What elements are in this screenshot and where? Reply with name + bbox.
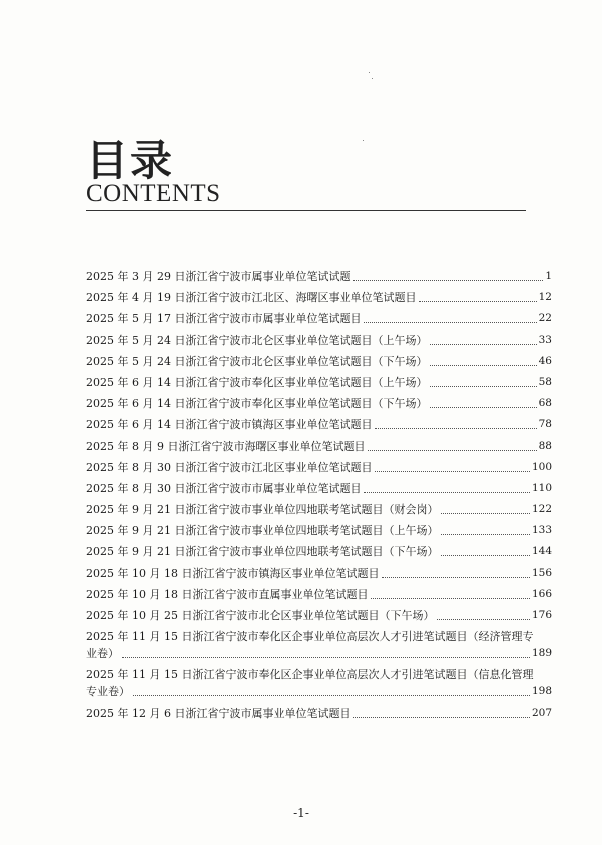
table-of-contents <box>86 268 552 726</box>
dot-leader <box>437 619 529 620</box>
toc-entry-page: 133 <box>531 524 552 537</box>
toc-entry-page: 207 <box>531 706 552 719</box>
toc-entry-title: 2025 年 10 月 25 日浙江省宁波市北仑区事业单位笔试题目（下午场） <box>86 609 435 622</box>
dot-leader <box>375 471 529 472</box>
toc-entry-title: 2025 年 12 月 6 日浙江省宁波市属事业单位笔试题目 <box>86 706 351 720</box>
dot-leader <box>430 407 536 408</box>
toc-entry-title-cont: 专业卷） <box>86 685 130 699</box>
dot-leader <box>353 717 529 718</box>
dot-leader <box>430 365 536 366</box>
toc-entry-page: 110 <box>531 481 552 494</box>
toc-entry-page: 33 <box>538 333 552 346</box>
toc-entry[interactable] <box>86 586 552 603</box>
toc-entry-title: 2025 年 3 月 29 日浙江省宁波市属事业单位笔试试题 <box>86 270 351 283</box>
toc-entry-page: 78 <box>538 418 552 431</box>
toc-entry-title: 2025 年 9 月 21 日浙江省宁波市事业单位四地联考笔试题目（上午场） <box>86 524 439 538</box>
toc-entry-title: 2025 年 10 月 18 日浙江省宁波市直属事业单位笔试题目 <box>86 587 369 601</box>
dot-leader <box>364 322 536 323</box>
dot-leader <box>382 577 529 578</box>
toc-entry-page: 144 <box>531 545 552 558</box>
dot-leader <box>133 695 530 696</box>
toc-entry[interactable] <box>86 705 552 722</box>
toc-entry[interactable] <box>86 416 552 433</box>
toc-entry-page: 156 <box>531 566 552 579</box>
toc-entry[interactable] <box>86 310 552 327</box>
page-title: 目录 <box>86 136 175 185</box>
toc-entry[interactable] <box>86 565 552 582</box>
toc-entry-page: 68 <box>538 397 552 410</box>
dot-leader <box>371 598 529 599</box>
dot-leader <box>441 534 529 535</box>
dot-leader <box>364 492 529 493</box>
toc-entry-title: 2025 年 5 月 24 日浙江省宁波市北仑区事业单位笔试题目（下午场） <box>86 354 428 368</box>
toc-entry-title: 2025 年 4 月 19 日浙江省宁波市江北区、海曙区事业单位笔试题目 <box>86 291 417 305</box>
toc-entry-page: 176 <box>531 609 552 621</box>
toc-entry-page: 166 <box>531 587 552 600</box>
dot-leader <box>441 513 529 514</box>
toc-entry-title: 2025 年 8 月 30 日浙江省宁波市江北区事业单位笔试题目 <box>86 460 373 474</box>
dot-leader <box>122 657 530 658</box>
toc-entry-page: 1 <box>545 270 552 282</box>
dot-leader <box>353 280 543 281</box>
dot-leader <box>368 450 536 451</box>
page-subtitle: CONTENTS <box>86 180 221 207</box>
toc-entry-title: 2025 年 10 月 18 日浙江省宁波市镇海区事业单位笔试题目 <box>86 566 380 580</box>
toc-entry-page: 100 <box>531 460 552 473</box>
toc-entry[interactable] <box>86 289 552 306</box>
toc-entry-page: 58 <box>538 375 552 388</box>
title-divider <box>86 210 526 211</box>
toc-entry-page: 12 <box>538 291 552 304</box>
toc-entry[interactable] <box>86 332 552 349</box>
toc-entry[interactable] <box>86 480 552 497</box>
dot-leader <box>375 428 536 429</box>
toc-entry-title: 2025 年 5 月 17 日浙江省宁波市市属事业单位笔试题目 <box>86 312 362 326</box>
toc-entry-title: 2025 年 5 月 24 日浙江省宁波市北仑区事业单位笔试题目（上午场） <box>86 333 428 347</box>
toc-entry-title: 2025 年 9 月 21 日浙江省宁波市事业单位四地联考笔试题目（财会岗） <box>86 503 439 517</box>
toc-entry-title: 2025 年 8 月 9 日浙江省宁波市海曙区事业单位笔试题目 <box>86 439 366 453</box>
toc-entry-page: 88 <box>538 439 552 452</box>
toc-entry-title: 2025 年 6 月 14 日浙江省宁波市奉化区事业单位笔试题目（下午场） <box>86 397 428 411</box>
page-number: -1- <box>293 806 309 820</box>
toc-entry-page: 46 <box>538 354 552 367</box>
toc-entry[interactable] <box>86 438 552 455</box>
toc-entry[interactable] <box>86 459 552 476</box>
toc-entry-title: 2025 年 6 月 14 日浙江省宁波市奉化区事业单位笔试题目（上午场） <box>86 375 428 389</box>
dot-leader <box>430 344 536 345</box>
toc-entry[interactable] <box>86 374 552 391</box>
toc-entry[interactable] <box>86 501 552 518</box>
toc-entry-page: 22 <box>538 312 552 325</box>
toc-entry[interactable] <box>86 522 552 539</box>
toc-entry[interactable] <box>86 607 552 624</box>
toc-entry[interactable] <box>86 395 552 412</box>
toc-entry-title: 2025 年 11 月 15 日浙江省宁波市奉化区企事业单位高层次人才引进笔试题目（经济管理专 <box>86 630 534 644</box>
dot-leader <box>419 301 536 302</box>
toc-entry[interactable] <box>86 666 552 700</box>
toc-entry-title: 2025 年 6 月 14 日浙江省宁波市镇海区事业单位笔试题目 <box>86 418 373 432</box>
toc-entry[interactable] <box>86 268 552 285</box>
toc-entry-title: 2025 年 8 月 30 日浙江省宁波市市属事业单位笔试题目 <box>86 481 362 495</box>
toc-entry[interactable] <box>86 353 552 370</box>
toc-entry-page: 122 <box>531 503 552 516</box>
toc-entry-title: 2025 年 11 月 15 日浙江省宁波市奉化区企事业单位高层次人才引进笔试题目（信息化管理 <box>86 668 534 682</box>
dot-leader <box>441 555 529 556</box>
toc-entry-page: 198 <box>531 685 552 698</box>
toc-entry[interactable] <box>86 543 552 560</box>
toc-entry-title: 2025 年 9 月 21 日浙江省宁波市事业单位四地联考笔试题目（下午场） <box>86 545 439 559</box>
toc-entry-page: 189 <box>531 647 552 660</box>
toc-entry-title-cont: 业卷） <box>86 647 119 661</box>
dot-leader <box>430 386 536 387</box>
toc-entry[interactable] <box>86 628 552 662</box>
